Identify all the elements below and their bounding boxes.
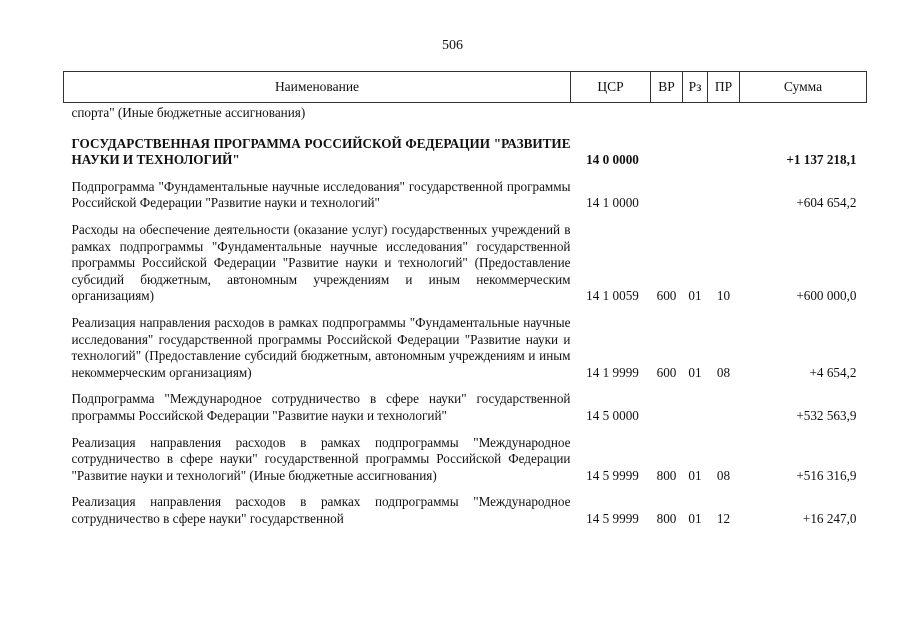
row-csr: 14 1 0059 xyxy=(586,288,639,304)
row-pr: 12 xyxy=(716,510,731,526)
row-rz xyxy=(683,169,708,212)
row-name: Подпрограмма "Фундаментальные научные исследования" государственной программы Российской Федерации "Развитие науки и технологий" xyxy=(71,178,571,211)
row-sum: +516 316,9 xyxy=(796,467,857,483)
page-number: 506 xyxy=(442,38,463,53)
row-vr xyxy=(651,381,683,424)
row-vr: 600 xyxy=(656,288,677,304)
header-name: Наименование xyxy=(64,72,571,103)
row-name: Реализация направления расходов в рамках подпрограммы "Фундаментальные научные исследования" государственной программы Российской Федерации "Развитие науки и технологий" (Предоставление субсидий бюджетным, автономным учреждениям и иным некоммерческим организациям) xyxy=(71,314,571,380)
row-vr xyxy=(651,169,683,212)
header-csr: ЦСР xyxy=(571,72,651,103)
row-name: Реализация направления расходов в рамках подпрограммы "Международное сотрудничество в сфере науки" государственной программы Российской Федерации "Развитие науки и технологий" (Иные бюджетные ассигнования) xyxy=(71,434,571,483)
row-name: Реализация направления расходов в рамках подпрограммы "Международное сотрудничество в сфере науки" государственной xyxy=(71,494,571,526)
row-sum: +604 654,2 xyxy=(796,195,857,211)
row-name: ГОСУДАРСТВЕННАЯ ПРОГРАММА РОССИЙСКОЙ ФЕДЕРАЦИИ "РАЗВИТИЕ НАУКИ И ТЕХНОЛОГИЙ" xyxy=(71,135,571,168)
row-sum: +1 137 218,1 xyxy=(786,152,857,168)
row-rz xyxy=(683,381,708,424)
row-rz: 01 xyxy=(688,467,702,483)
row-vr: 800 xyxy=(656,510,677,526)
row-csr: 14 1 0000 xyxy=(586,195,639,211)
table-row xyxy=(64,425,867,485)
row-rz xyxy=(683,103,708,122)
row-name: Подпрограмма "Международное сотрудничество в сфере науки" государственной программы Российской Федерации "Развитие науки и технологий" xyxy=(71,391,571,423)
table-header-row xyxy=(64,72,867,103)
row-pr: 08 xyxy=(716,467,731,483)
row-sum xyxy=(740,103,867,122)
row-name: спорта" (Иные бюджетные ассигнования) xyxy=(71,105,306,120)
row-rz: 01 xyxy=(688,364,702,380)
row-vr: 600 xyxy=(656,364,677,380)
row-name: Расходы на обеспечение деятельности (оказание услуг) государственных учреждений в рамках подпрограммы "Фундаментальные научные исследования" государственной программы Российской Федерации "Развитие науки и технологий" (Предоставление субсидий бюджетным, автономным учреждениям и иным некоммерческим организациям) xyxy=(71,221,571,304)
header-sum: Сумма xyxy=(740,72,867,103)
row-pr xyxy=(708,169,740,212)
row-pr xyxy=(708,122,740,169)
row-rz: 01 xyxy=(688,288,702,304)
row-csr: 14 1 9999 xyxy=(586,364,639,380)
table-row xyxy=(64,122,867,169)
row-sum: +16 247,0 xyxy=(802,510,857,526)
row-rz xyxy=(683,122,708,169)
row-sum: +600 000,0 xyxy=(796,288,857,304)
header-vr: ВР xyxy=(651,72,683,103)
budget-table xyxy=(63,71,867,527)
header-pr: ПР xyxy=(708,72,740,103)
table-row xyxy=(64,103,867,122)
header-rz: Рз xyxy=(683,72,708,103)
row-csr: 14 5 9999 xyxy=(586,510,639,526)
row-csr: 14 5 9999 xyxy=(586,467,639,483)
row-csr xyxy=(571,103,651,122)
row-vr xyxy=(651,103,683,122)
row-sum: +532 563,9 xyxy=(796,407,857,423)
row-vr xyxy=(651,122,683,169)
table-row xyxy=(64,484,867,527)
row-csr: 14 0 0000 xyxy=(586,152,639,168)
row-vr: 800 xyxy=(656,467,677,483)
row-rz: 01 xyxy=(688,510,702,526)
table-row xyxy=(64,381,867,424)
row-pr: 10 xyxy=(716,288,731,304)
row-sum: +4 654,2 xyxy=(809,364,857,380)
row-pr xyxy=(708,103,740,122)
table-row xyxy=(64,212,867,305)
table-row xyxy=(64,305,867,381)
table-row xyxy=(64,169,867,212)
row-csr: 14 5 0000 xyxy=(586,407,639,423)
row-pr xyxy=(708,381,740,424)
row-pr: 08 xyxy=(716,364,731,380)
